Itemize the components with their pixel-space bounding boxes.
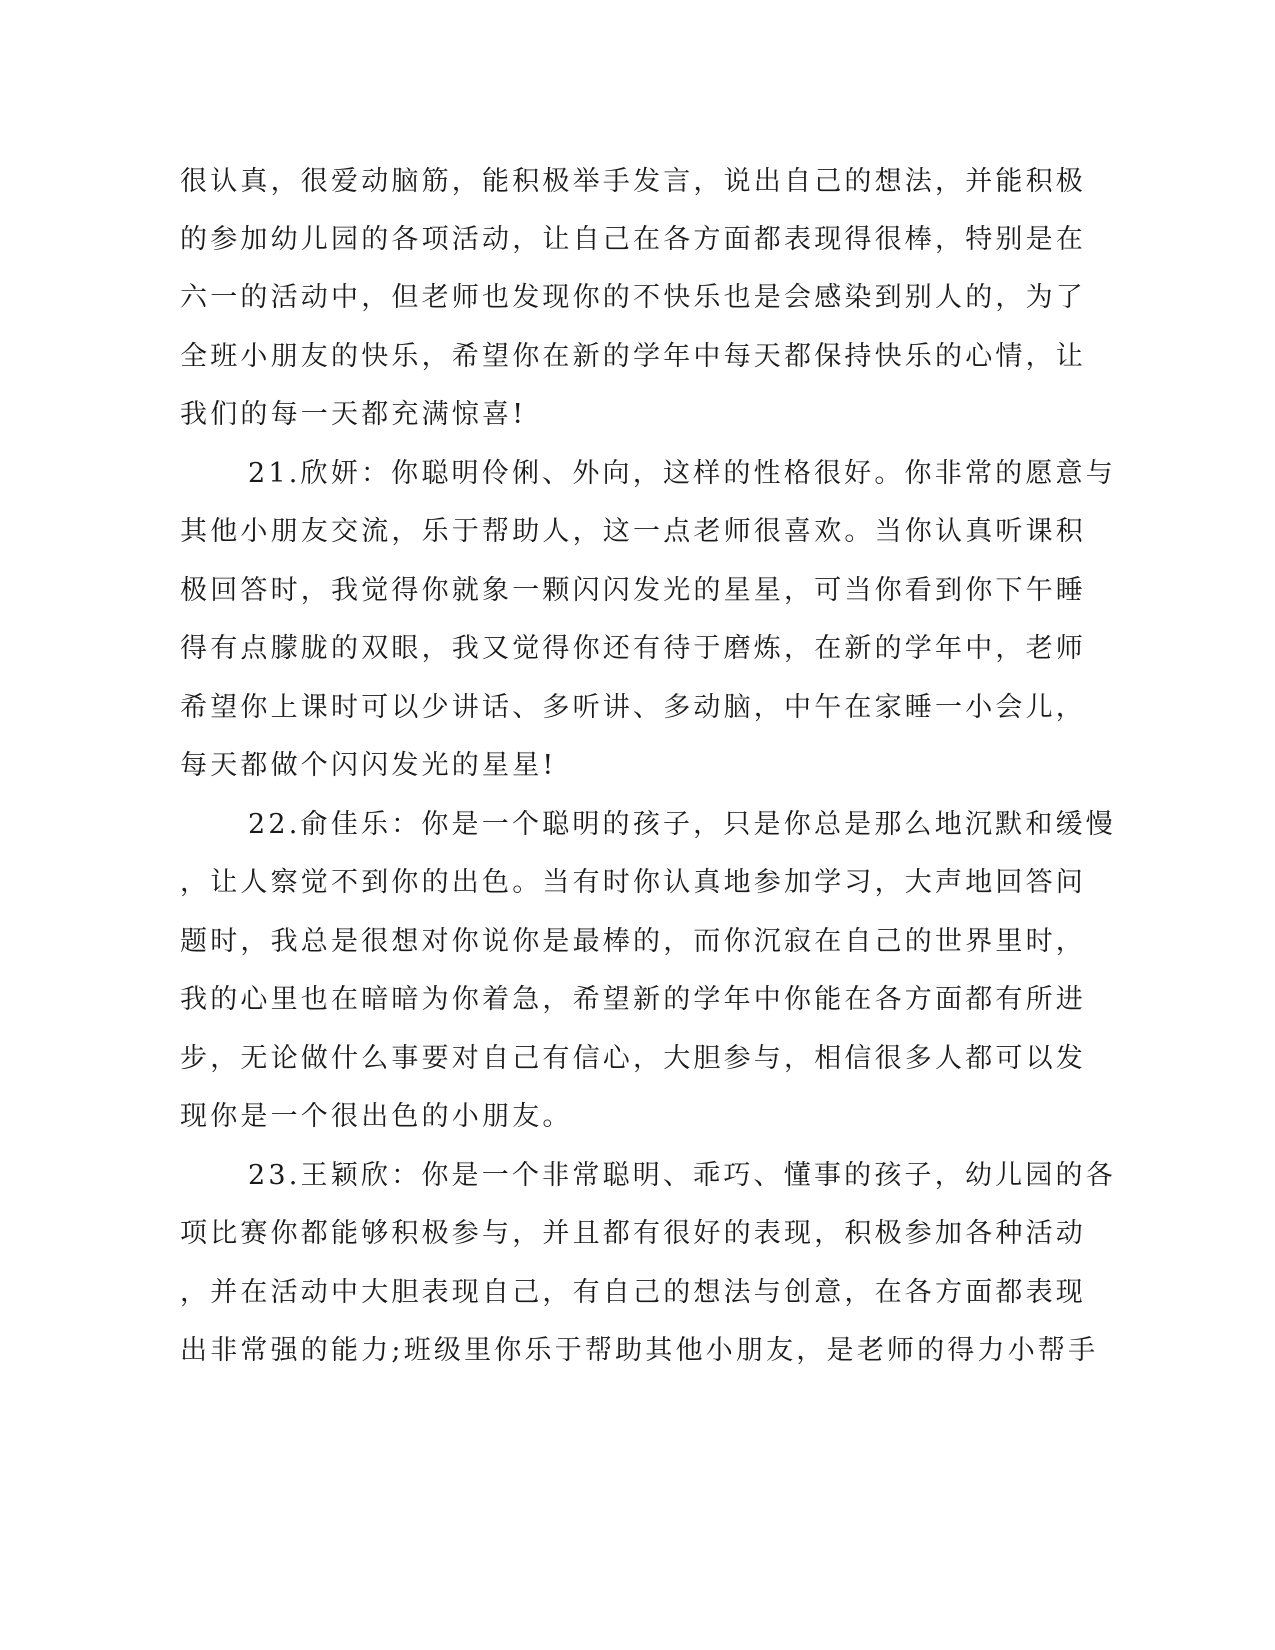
text-line: 希望你上课时可以少讲话、多听讲、多动脑，中午在家睡一小会儿， [180,692,1086,723]
text-line: 每天都做个闪闪发光的星星! [180,750,557,781]
text-line: 的参加幼儿园的各项活动，让自己在各方面都表现得很棒，特别是在 [180,224,1086,255]
text-line: 22.俞佳乐：你是一个聪明的孩子，只是你总是那么地沉默和缓慢 [248,809,1116,840]
text-line: 23.王颖欣：你是一个非常聪明、乖巧、懂事的孩子，幼儿园的各 [248,1160,1116,1191]
text-line: 其他小朋友交流，乐于帮助人，这一点老师很喜欢。当你认真听课积 [180,516,1086,547]
text-line: ，让人察觉不到你的出色。当有时你认真地参加学习，大声地回答问 [180,867,1086,898]
text-line: 出非常强的能力;班级里你乐于帮助其他小朋友，是老师的得力小帮手 [180,1335,1099,1366]
text-line: ，并在活动中大胆表现自己，有自己的想法与创意，在各方面都表现 [180,1277,1086,1308]
text-line: 我的心里也在暗暗为你着急，希望新的学年中你能在各方面都有所进 [180,984,1086,1015]
text-line: 极回答时，我觉得你就象一颗闪闪发光的星星，可当你看到你下午睡 [180,575,1086,606]
text-line: 题时，我总是很想对你说你是最棒的，而你沉寂在自己的世界里时， [180,926,1086,957]
text-line: 现你是一个很出色的小朋友。 [180,1101,573,1132]
text-line: 我们的每一天都充满惊喜! [180,399,527,430]
text-line: 步，无论做什么事要对自己有信心，大胆参与，相信很多人都可以发 [180,1043,1086,1074]
text-line: 项比赛你都能够积极参与，并且都有很好的表现，积极参加各种活动 [180,1218,1086,1249]
text-line: 很认真，很爱动脑筋，能积极举手发言，说出自己的想法，并能积极 [180,166,1086,197]
text-line: 全班小朋友的快乐，希望你在新的学年中每天都保持快乐的心情，让 [180,341,1086,372]
text-line: 21.欣妍：你聪明伶俐、外向，这样的性格很好。你非常的愿意与 [248,458,1116,489]
text-line: 得有点朦胧的双眼，我又觉得你还有待于磨炼，在新的学年中，老师 [180,633,1086,664]
text-line: 六一的活动中，但老师也发现你的不快乐也是会感染到别人的，为了 [180,282,1086,313]
